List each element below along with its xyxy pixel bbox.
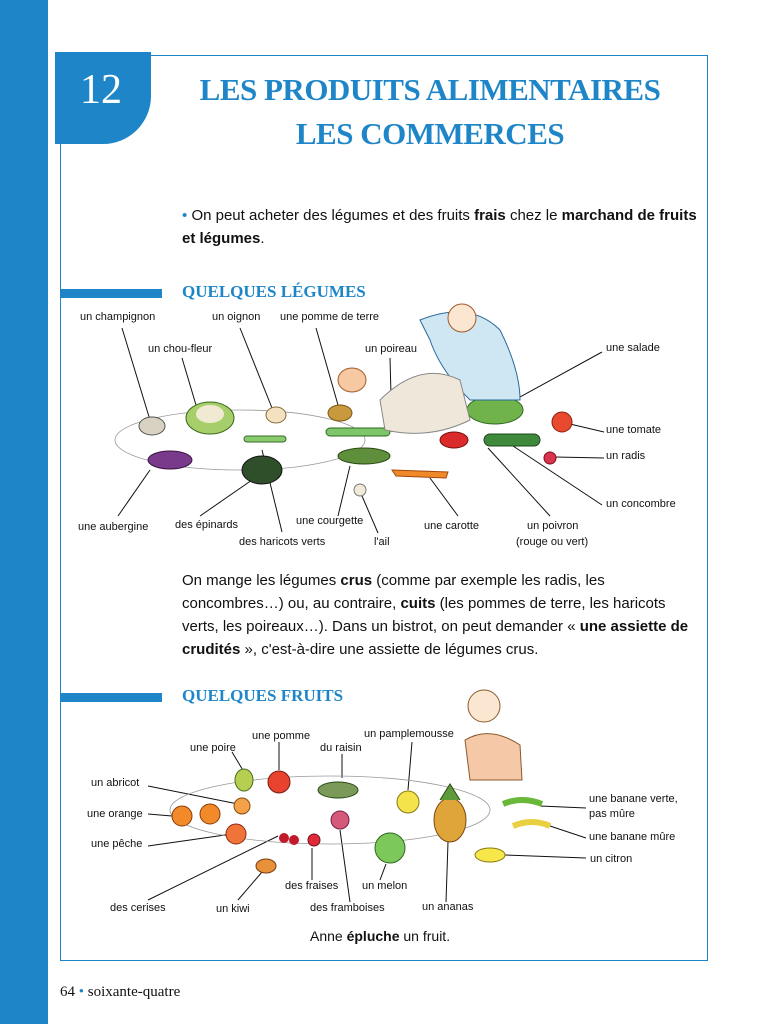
fruit-drawings bbox=[170, 690, 550, 873]
label-carotte: une carotte bbox=[424, 520, 480, 532]
section-marker-fruits bbox=[60, 693, 162, 702]
label-poireau: un poireau bbox=[365, 343, 417, 355]
page-number-words: soixante-quatre bbox=[87, 984, 181, 1000]
label-aubergine: une aubergine bbox=[78, 521, 149, 533]
page-number: 64 bbox=[60, 984, 75, 1000]
label-poivron: un poivron bbox=[527, 520, 579, 532]
label-orange: une orange bbox=[87, 808, 143, 820]
intro-text: • On peut acheter des légumes et des fruits frais chez le marchand de fruits et légumes. bbox=[182, 207, 697, 247]
section-title-vegetables: QUELQUES LÉGUMES bbox=[182, 282, 366, 301]
label-raisin: du raisin bbox=[320, 742, 362, 754]
label-banane-mure: une banane mûre bbox=[589, 831, 676, 843]
label-pomme: une pomme bbox=[252, 730, 311, 742]
label-abricot: un abricot bbox=[91, 777, 140, 789]
label-banane-verte: une banane verte, bbox=[589, 793, 678, 805]
footer-bullet: • bbox=[78, 984, 85, 1000]
label-haricots-verts: des haricots verts bbox=[239, 536, 326, 548]
label-ail: l'ail bbox=[374, 536, 390, 548]
label-pomme-de-terre: une pomme de terre bbox=[280, 311, 380, 323]
label-tomate: une tomate bbox=[606, 424, 662, 436]
label-melon: un melon bbox=[362, 880, 408, 892]
vegetable-drawings bbox=[115, 304, 572, 496]
label-champignon: un champignon bbox=[80, 311, 156, 323]
label-chou-fleur: un chou-fleur bbox=[148, 343, 213, 355]
section-marker-vegetables bbox=[60, 289, 162, 298]
label-ananas: un ananas bbox=[422, 901, 474, 913]
label-poivron-note: (rouge ou vert) bbox=[516, 536, 589, 548]
label-salade: une salade bbox=[606, 342, 660, 354]
paragraph-crus-cuits: On mange les légumes crus (comme par exemple les radis, les concombres…) ou, au contraire, cuits (les pommes de terre, les haricots verts, les poireaux…). Dans un bistrot, on peut demander « une assiette de crudités », c'est-à-dire une assiette de légumes crus. bbox=[182, 572, 689, 658]
label-cerises: des cerises bbox=[110, 902, 166, 914]
page-footer bbox=[60, 984, 180, 1001]
label-fraises: des fraises bbox=[285, 880, 339, 892]
label-peche: une pêche bbox=[91, 838, 143, 850]
label-poire: une poire bbox=[190, 742, 236, 754]
label-epinards: des épinards bbox=[175, 519, 238, 531]
label-concombre: un concombre bbox=[606, 498, 676, 510]
page-title-line-1: LES PRODUITS ALIMENTAIRES bbox=[199, 72, 661, 107]
label-courgette: une courgette bbox=[296, 515, 364, 527]
section-title-fruits: QUELQUES FRUITS bbox=[182, 686, 344, 705]
page-title-line-2: LES COMMERCES bbox=[295, 116, 565, 151]
label-oignon: un oignon bbox=[212, 311, 261, 323]
label-banane-verte-note: pas mûre bbox=[589, 808, 635, 820]
label-citron: un citron bbox=[590, 853, 633, 865]
label-pamplemousse: un pamplemousse bbox=[364, 728, 454, 740]
label-kiwi: un kiwi bbox=[216, 903, 250, 915]
chapter-number: 12 bbox=[80, 67, 122, 113]
caption-anne: Anne épluche un fruit. bbox=[310, 928, 451, 944]
label-radis: un radis bbox=[606, 450, 646, 462]
label-framboises: des framboises bbox=[310, 902, 385, 914]
bullet-icon: • bbox=[182, 207, 188, 224]
